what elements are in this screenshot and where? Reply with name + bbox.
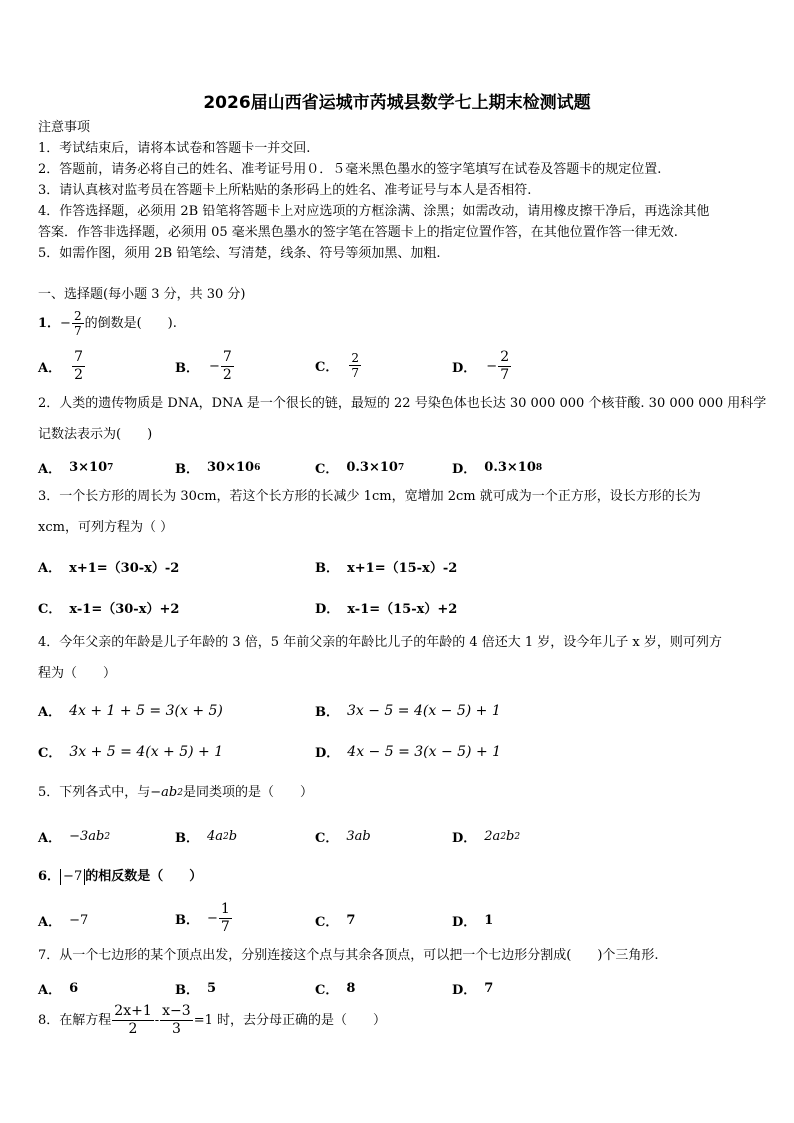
option-label: A． (38, 462, 62, 477)
option-sign: − (207, 911, 218, 926)
option-label: A． (38, 831, 62, 846)
q1-fraction-den: 7 (73, 324, 82, 338)
option-fraction (219, 901, 232, 936)
option-label: D． (452, 462, 477, 477)
q1-sign: − (60, 315, 71, 331)
q8-fraction-2 (160, 1003, 193, 1038)
option-label: B． (175, 983, 199, 998)
question-1 (38, 309, 177, 338)
option-label: B． (175, 462, 199, 477)
option-text: 1 (484, 913, 494, 928)
option-label: A． (38, 561, 62, 576)
option-fraction-den: 7 (351, 366, 359, 380)
notice-line-4: 4．作答选择题，必须用 2B 铅笔将答题卡上对应选项的方框涂满、涂黑；如需改动，请用橡皮擦干净后，再选涂其他 (38, 204, 710, 219)
q6-option-d[interactable] (452, 911, 493, 930)
option-text: 3x + 5 = 4(x + 5) + 1 (69, 743, 224, 760)
q4-option-d[interactable] (315, 742, 501, 761)
q2-option-c[interactable]: C． 0.3×10 7 (315, 460, 405, 477)
q6-option-a[interactable] (38, 911, 88, 930)
q5-stem-post: 是同类项的是（ ） (182, 785, 313, 800)
notice-line-2: 2．答题前，请务必将自己的姓名、准考证号用０．５毫米黑色墨水的签字笔填写在试卷及答题卡的规定位置. (38, 162, 662, 177)
q5-option-c[interactable] (315, 827, 371, 846)
q1-option-a[interactable] (38, 349, 86, 384)
q6-number: 6． (38, 869, 61, 884)
notice-line-3: 3．请认真核对监考员在答题卡上所粘贴的条形码上的姓名、准考证号与本人是否相符. (38, 183, 532, 198)
option-text: 7 (346, 913, 356, 928)
page-title: 2026届山西省运城市芮城县数学七上期末检测试题 (203, 93, 591, 113)
q1-stem-text: 的倒数是( ). (84, 315, 177, 331)
q2-option-b[interactable]: B． 30×10 6 (175, 460, 261, 477)
q2-stem-line-2: 记数法表示为( ) (38, 427, 153, 442)
option-label: A． (38, 983, 62, 998)
q6-option-b[interactable] (175, 901, 233, 936)
option-sign: − (209, 359, 220, 374)
option-fraction (349, 351, 361, 380)
notice-heading: 注意事项 (38, 120, 91, 135)
q8-fraction-2-num: x−3 (162, 1003, 191, 1019)
q1-fraction-num: 2 (73, 309, 82, 323)
q8-stem-pre: 8．在解方程 (38, 1012, 112, 1028)
option-text: 8 (346, 981, 356, 996)
option-label: B． (315, 705, 339, 720)
option-text: −3ab (69, 829, 105, 844)
notice-line-1: 1．考试结束后，请将本试卷和答题卡一并交回. (38, 141, 311, 156)
option-text-tail: b (228, 829, 238, 844)
q8-fraction-1 (112, 1003, 153, 1038)
q8-stem-post: =1 时，去分母正确的是（ ） (193, 1012, 386, 1028)
q3-option-d[interactable] (315, 598, 457, 617)
option-label: B． (175, 831, 199, 846)
q1-option-c[interactable] (315, 351, 362, 380)
option-text: 3ab (346, 829, 371, 844)
q4-stem-line-2: 程为（ ） (38, 666, 117, 681)
option-label: C． (315, 360, 339, 375)
question-5: 5．下列各式中，与 −ab 2 是同类项的是（ ） (38, 785, 313, 800)
q1-option-d[interactable] (452, 349, 512, 384)
q2-option-a[interactable]: A． 3×10 7 (38, 460, 114, 477)
q8-fraction-2-den: 3 (171, 1021, 181, 1037)
option-text: 0.3×10 (484, 460, 536, 475)
option-label: D． (452, 831, 477, 846)
option-sign: − (486, 359, 498, 374)
option-label: B． (315, 561, 339, 576)
option-label: C． (315, 462, 339, 477)
q5-option-a[interactable]: A． −3ab 2 (38, 829, 111, 846)
option-label: D． (452, 983, 477, 998)
q3-option-a[interactable] (38, 557, 179, 576)
q6-absolute-value: −7 (60, 869, 85, 885)
q6-option-c[interactable] (315, 911, 355, 930)
option-text: 3×10 (69, 460, 108, 475)
q7-option-c[interactable] (315, 979, 355, 998)
option-fraction-num: 1 (220, 901, 230, 917)
option-fraction (498, 349, 511, 384)
option-text: −7 (69, 913, 89, 928)
q3-option-b[interactable] (315, 557, 457, 576)
q2-stem-line-1: 2．人类的遗传物质是 DNA，DNA 是一个很长的链，最短的 22 号染色体也长达 30 000 000 个核苷酸. 30 000 000 用科学 (38, 396, 767, 411)
section-heading: 一、选择题(每小题 3 分，共 30 分) (38, 287, 246, 302)
option-text: 3x − 5 = 4(x − 5) + 1 (347, 702, 501, 719)
q7-option-a[interactable] (38, 979, 78, 998)
q8-fraction-1-den: 2 (128, 1021, 138, 1037)
q8-fraction-1-num: 2x+1 (114, 1003, 152, 1019)
q2-option-d[interactable]: D． 0.3×10 8 (452, 460, 543, 477)
option-text-tail: b (506, 829, 515, 844)
option-label: C． (315, 983, 339, 998)
q5-stem-pre: 5．下列各式中，与 (38, 785, 151, 800)
q3-option-c[interactable] (38, 598, 179, 617)
q1-option-b[interactable] (175, 349, 235, 384)
q1-number: 1． (38, 315, 61, 331)
option-text: 4x + 1 + 5 = 3(x + 5) (69, 702, 223, 719)
option-label: C． (315, 831, 339, 846)
option-text: x+1=（15-x）-2 (347, 561, 458, 576)
q8-minus: - (154, 1012, 160, 1028)
q4-stem-line-1: 4．今年父亲的年龄是儿子年龄的 3 倍，5 年前父亲的年龄比儿子的年龄的 4 倍还大 1 岁，设今年儿子 x 岁，则可列方 (38, 635, 722, 650)
q4-option-b[interactable] (315, 701, 501, 720)
option-text: x-1=（30-x）+2 (69, 602, 180, 617)
question-6 (38, 869, 202, 885)
q5-option-d[interactable]: D． 2a 2 b 2 (452, 829, 521, 846)
option-fraction-den: 2 (222, 367, 232, 383)
option-fraction-num: 2 (351, 351, 359, 365)
notice-line-5: 答案．作答非选择题，必须用 05 毫米黑色墨水的签字笔在答题卡上的指定位置作答，在其他位置作答一律无效. (38, 225, 678, 240)
option-fraction-num: 2 (500, 349, 510, 365)
option-fraction-den: 2 (74, 367, 84, 383)
option-fraction-num: 7 (74, 349, 84, 365)
option-text: 4x − 5 = 3(x − 5) + 1 (347, 743, 502, 760)
question-8 (38, 1003, 386, 1038)
option-label: D． (452, 361, 477, 376)
option-fraction (72, 349, 85, 384)
q5-expression: −ab (150, 785, 178, 800)
q7-option-d[interactable] (452, 979, 493, 998)
q4-option-a[interactable] (38, 701, 223, 720)
option-fraction (221, 349, 234, 384)
option-label: A． (38, 705, 62, 720)
option-text: 4a (207, 829, 224, 844)
option-text: 6 (69, 981, 79, 996)
option-text: 2a (484, 829, 501, 844)
q5-option-b[interactable]: B． 4a 2 b (175, 829, 238, 846)
option-text: 30×10 (207, 460, 255, 475)
option-label: D． (315, 746, 340, 761)
option-label: C． (38, 746, 62, 761)
option-label: D． (452, 915, 477, 930)
option-text: x+1=（30-x）-2 (69, 561, 180, 576)
option-text: 5 (207, 981, 217, 996)
q6-stem-post: 的相反数是（ ） (85, 869, 203, 884)
option-label: A． (38, 361, 62, 376)
option-text: 7 (484, 981, 494, 996)
q7-option-b[interactable] (175, 979, 216, 998)
q1-fraction (72, 309, 84, 338)
option-label: B． (175, 361, 199, 376)
option-label: C． (315, 915, 339, 930)
option-fraction-den: 7 (220, 919, 230, 935)
q3-stem-line-2: xcm，可列方程为（ ） (38, 520, 174, 535)
option-label: C． (38, 602, 62, 617)
q4-option-c[interactable] (38, 742, 223, 761)
option-fraction-den: 7 (500, 367, 510, 383)
notice-line-6: 5．如需作图，须用 2B 铅笔绘、写清楚，线条、符号等须加黑、加粗. (38, 246, 441, 261)
q7-stem: 7．从一个七边形的某个顶点出发，分别连接这个点与其余各顶点，可以把一个七边形分割成( )个三角形. (38, 948, 659, 963)
option-text: 0.3×10 (346, 460, 398, 475)
option-fraction-num: 7 (222, 349, 232, 365)
option-label: D． (315, 602, 340, 617)
option-text: x-1=（15-x）+2 (347, 602, 458, 617)
option-label: B． (175, 913, 199, 928)
q3-stem-line-1: 3．一个长方形的周长为 30cm，若这个长方形的长减少 1cm，宽增加 2cm 就可成为一个正方形，设长方形的长为 (38, 489, 701, 504)
option-label: A． (38, 915, 62, 930)
